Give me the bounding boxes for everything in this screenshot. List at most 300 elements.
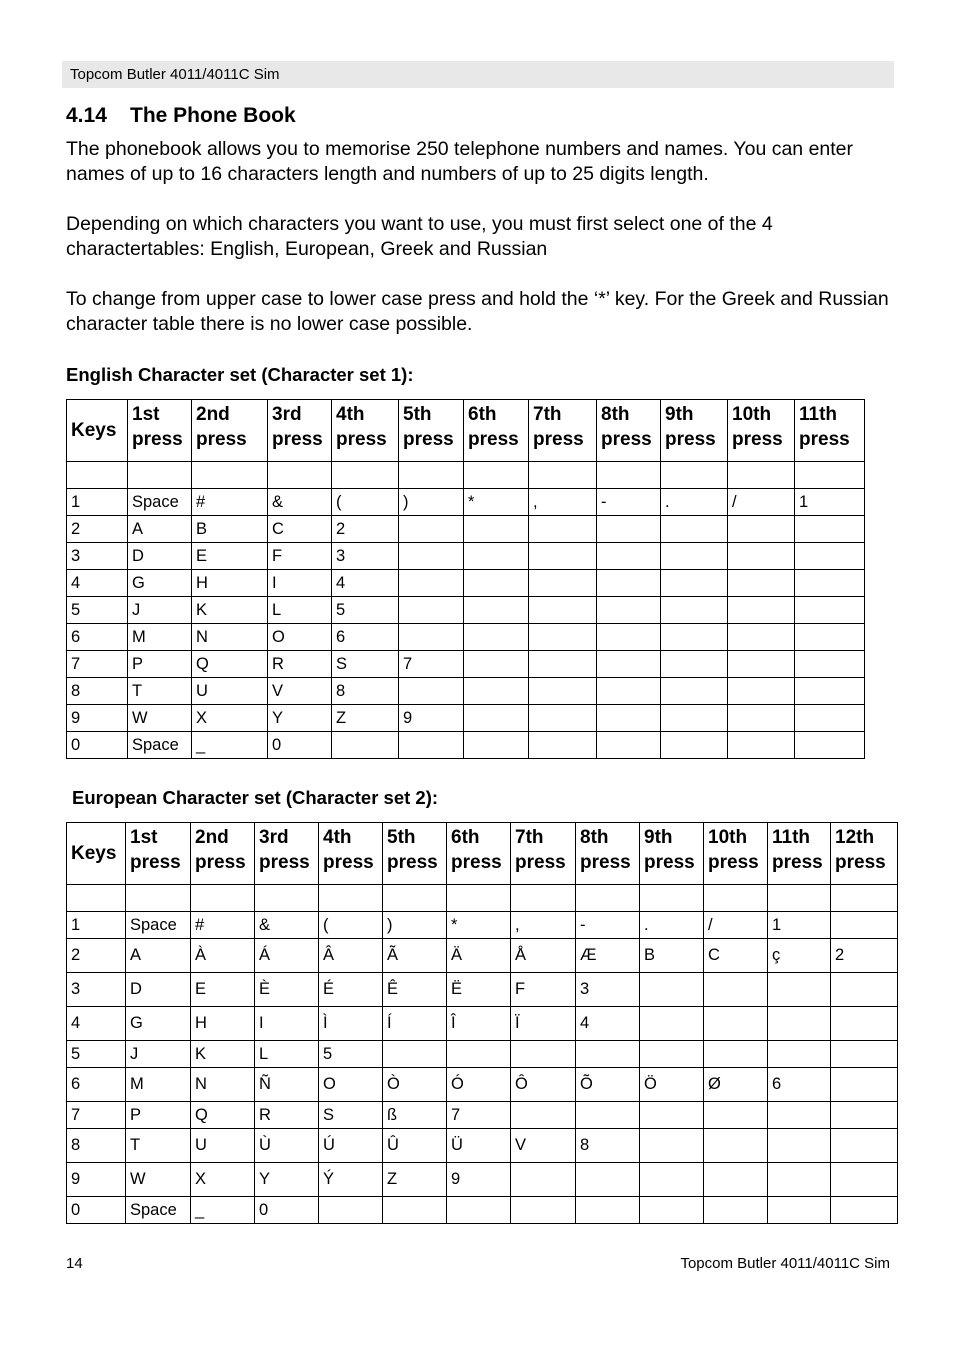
character-cell: 9 bbox=[399, 705, 464, 732]
character-cell bbox=[768, 1102, 831, 1129]
column-header: 1st press bbox=[128, 400, 192, 462]
character-cell: S bbox=[319, 1102, 383, 1129]
character-cell bbox=[831, 1197, 898, 1224]
column-header: 8th press bbox=[576, 823, 640, 885]
character-cell bbox=[704, 1197, 768, 1224]
character-cell bbox=[597, 705, 661, 732]
section-title: The Phone Book bbox=[130, 104, 296, 127]
key-cell: 1 bbox=[67, 489, 128, 516]
character-cell bbox=[597, 732, 661, 759]
character-cell bbox=[728, 516, 795, 543]
character-cell bbox=[529, 705, 597, 732]
character-cell: Ý bbox=[319, 1163, 383, 1197]
character-cell: _ bbox=[192, 732, 268, 759]
character-cell bbox=[704, 1007, 768, 1041]
key-cell: 9 bbox=[67, 705, 128, 732]
character-cell: Á bbox=[255, 939, 319, 973]
key-cell: 5 bbox=[67, 1041, 126, 1068]
character-cell bbox=[399, 516, 464, 543]
character-cell bbox=[511, 1163, 576, 1197]
character-cell bbox=[464, 678, 529, 705]
character-cell bbox=[795, 651, 865, 678]
character-cell bbox=[511, 1102, 576, 1129]
character-cell bbox=[399, 597, 464, 624]
character-cell bbox=[661, 678, 728, 705]
character-cell: _ bbox=[191, 1197, 255, 1224]
character-cell bbox=[661, 516, 728, 543]
table-row bbox=[67, 1007, 898, 1041]
column-header: 3rd press bbox=[268, 400, 332, 462]
character-cell bbox=[511, 1197, 576, 1224]
column-header: 6th press bbox=[447, 823, 511, 885]
character-cell bbox=[268, 462, 332, 489]
table-row bbox=[67, 1068, 898, 1102]
character-cell bbox=[831, 885, 898, 912]
character-cell bbox=[529, 624, 597, 651]
character-cell: 3 bbox=[576, 973, 640, 1007]
character-cell bbox=[597, 624, 661, 651]
key-cell: 8 bbox=[67, 678, 128, 705]
character-cell: J bbox=[128, 597, 192, 624]
character-cell: W bbox=[128, 705, 192, 732]
character-cell bbox=[529, 543, 597, 570]
character-cell bbox=[795, 462, 865, 489]
character-cell: Z bbox=[332, 705, 399, 732]
column-header: 10th press bbox=[728, 400, 795, 462]
character-cell: * bbox=[464, 489, 529, 516]
character-cell: T bbox=[128, 678, 192, 705]
character-cell: U bbox=[192, 678, 268, 705]
character-cell bbox=[768, 1163, 831, 1197]
character-cell: J bbox=[126, 1041, 191, 1068]
character-cell bbox=[795, 624, 865, 651]
character-cell bbox=[576, 1197, 640, 1224]
table-row bbox=[67, 516, 865, 543]
character-cell: ç bbox=[768, 939, 831, 973]
character-cell: , bbox=[529, 489, 597, 516]
character-cell bbox=[529, 516, 597, 543]
character-cell: C bbox=[704, 939, 768, 973]
character-cell: G bbox=[126, 1007, 191, 1041]
character-cell bbox=[529, 570, 597, 597]
table-row bbox=[67, 973, 898, 1007]
character-cell: 4 bbox=[576, 1007, 640, 1041]
key-cell: 0 bbox=[67, 1197, 126, 1224]
character-cell: # bbox=[191, 912, 255, 939]
character-cell bbox=[511, 1041, 576, 1068]
character-cell bbox=[529, 462, 597, 489]
character-cell: 5 bbox=[332, 597, 399, 624]
character-cell bbox=[661, 705, 728, 732]
character-cell: ( bbox=[332, 489, 399, 516]
character-cell: O bbox=[319, 1068, 383, 1102]
character-cell bbox=[332, 732, 399, 759]
table-row bbox=[67, 651, 865, 678]
character-cell bbox=[728, 732, 795, 759]
character-cell: B bbox=[192, 516, 268, 543]
column-header: 1st press bbox=[126, 823, 191, 885]
character-cell bbox=[529, 651, 597, 678]
column-header: 12th press bbox=[831, 823, 898, 885]
character-cell bbox=[768, 1041, 831, 1068]
key-cell: 2 bbox=[67, 939, 126, 973]
character-cell: H bbox=[192, 570, 268, 597]
character-cell bbox=[704, 1102, 768, 1129]
character-cell: A bbox=[128, 516, 192, 543]
key-cell: 4 bbox=[67, 570, 128, 597]
character-cell bbox=[529, 678, 597, 705]
character-cell bbox=[597, 678, 661, 705]
character-cell: Â bbox=[319, 939, 383, 973]
table-row bbox=[67, 732, 865, 759]
character-cell: Ú bbox=[319, 1129, 383, 1163]
character-cell: - bbox=[576, 912, 640, 939]
character-cell: 3 bbox=[332, 543, 399, 570]
character-cell: Ö bbox=[640, 1068, 704, 1102]
character-cell: Í bbox=[383, 1007, 447, 1041]
key-cell bbox=[67, 885, 126, 912]
character-cell bbox=[447, 885, 511, 912]
character-cell bbox=[383, 885, 447, 912]
table-row bbox=[67, 543, 865, 570]
character-cell: M bbox=[128, 624, 192, 651]
character-cell bbox=[399, 678, 464, 705]
character-cell: Ê bbox=[383, 973, 447, 1007]
character-cell: 0 bbox=[268, 732, 332, 759]
table-row bbox=[67, 462, 865, 489]
character-cell: / bbox=[704, 912, 768, 939]
character-cell: . bbox=[640, 912, 704, 939]
character-cell bbox=[597, 597, 661, 624]
character-cell bbox=[597, 516, 661, 543]
character-cell: G bbox=[128, 570, 192, 597]
character-cell bbox=[399, 624, 464, 651]
character-cell: Ò bbox=[383, 1068, 447, 1102]
key-cell: 6 bbox=[67, 1068, 126, 1102]
character-cell: Å bbox=[511, 939, 576, 973]
case-paragraph: To change from upper case to lower case press and hold the ‘*’ key. For the Greek and Russian character table there is no lower case possible. bbox=[66, 288, 889, 335]
page-number: 14 bbox=[66, 1255, 83, 1272]
character-cell: F bbox=[268, 543, 332, 570]
character-cell: 6 bbox=[768, 1068, 831, 1102]
character-cell: ß bbox=[383, 1102, 447, 1129]
table-row bbox=[67, 1102, 898, 1129]
character-cell: Ë bbox=[447, 973, 511, 1007]
character-cell: À bbox=[191, 939, 255, 973]
character-cell: # bbox=[192, 489, 268, 516]
character-cell bbox=[399, 462, 464, 489]
character-cell bbox=[464, 732, 529, 759]
character-cell bbox=[319, 885, 383, 912]
character-cell bbox=[191, 885, 255, 912]
table-row bbox=[67, 705, 865, 732]
character-cell: N bbox=[192, 624, 268, 651]
character-cell: S bbox=[332, 651, 399, 678]
character-cell bbox=[576, 1163, 640, 1197]
character-cell bbox=[661, 732, 728, 759]
header-title: Topcom Butler 4011/4011C Sim bbox=[70, 66, 280, 83]
character-cell bbox=[640, 973, 704, 1007]
character-cell: P bbox=[128, 651, 192, 678]
table-row bbox=[67, 1129, 898, 1163]
character-cell: ) bbox=[399, 489, 464, 516]
character-cell bbox=[831, 1163, 898, 1197]
character-cell: 4 bbox=[332, 570, 399, 597]
character-cell: Space bbox=[126, 1197, 191, 1224]
character-cell bbox=[511, 885, 576, 912]
character-cell: A bbox=[126, 939, 191, 973]
character-cell: L bbox=[268, 597, 332, 624]
character-cell bbox=[795, 678, 865, 705]
column-header: Keys bbox=[67, 400, 128, 462]
column-header: 7th press bbox=[529, 400, 597, 462]
character-cell bbox=[768, 1007, 831, 1041]
column-header: 5th press bbox=[399, 400, 464, 462]
character-cell bbox=[464, 516, 529, 543]
character-cell: W bbox=[126, 1163, 191, 1197]
character-cell bbox=[831, 1129, 898, 1163]
character-cell bbox=[768, 1197, 831, 1224]
character-cell: I bbox=[268, 570, 332, 597]
key-cell: 7 bbox=[67, 651, 128, 678]
character-cell: H bbox=[191, 1007, 255, 1041]
section-heading bbox=[66, 104, 296, 128]
character-cell bbox=[831, 1007, 898, 1041]
character-cell: R bbox=[268, 651, 332, 678]
character-cell: Î bbox=[447, 1007, 511, 1041]
table-row bbox=[67, 624, 865, 651]
character-cell: L bbox=[255, 1041, 319, 1068]
table-row bbox=[67, 939, 898, 973]
character-cell: Õ bbox=[576, 1068, 640, 1102]
character-cell bbox=[192, 462, 268, 489]
column-header: 10th press bbox=[704, 823, 768, 885]
character-cell bbox=[704, 973, 768, 1007]
character-cell bbox=[795, 597, 865, 624]
character-cell: F bbox=[511, 973, 576, 1007]
character-cell bbox=[728, 543, 795, 570]
table-row bbox=[67, 570, 865, 597]
character-cell bbox=[728, 570, 795, 597]
character-cell bbox=[831, 973, 898, 1007]
character-cell: 2 bbox=[831, 939, 898, 973]
key-cell: 8 bbox=[67, 1129, 126, 1163]
european-header-row bbox=[67, 823, 898, 885]
key-cell bbox=[67, 462, 128, 489]
character-cell bbox=[704, 1129, 768, 1163]
character-cell bbox=[795, 516, 865, 543]
key-cell: 3 bbox=[67, 543, 128, 570]
character-cell: K bbox=[191, 1041, 255, 1068]
table-row bbox=[67, 1163, 898, 1197]
column-header: 2nd press bbox=[192, 400, 268, 462]
key-cell: 1 bbox=[67, 912, 126, 939]
character-cell: K bbox=[192, 597, 268, 624]
character-cell bbox=[728, 678, 795, 705]
character-cell bbox=[728, 624, 795, 651]
character-cell: Q bbox=[191, 1102, 255, 1129]
character-cell: T bbox=[126, 1129, 191, 1163]
character-cell: / bbox=[728, 489, 795, 516]
character-cell: Æ bbox=[576, 939, 640, 973]
character-cell bbox=[332, 462, 399, 489]
character-cell bbox=[795, 705, 865, 732]
character-cell bbox=[640, 1041, 704, 1068]
character-cell bbox=[661, 570, 728, 597]
character-cell: Ù bbox=[255, 1129, 319, 1163]
column-header: 2nd press bbox=[191, 823, 255, 885]
character-cell: B bbox=[640, 939, 704, 973]
character-cell bbox=[597, 570, 661, 597]
character-cell: M bbox=[126, 1068, 191, 1102]
character-cell bbox=[831, 912, 898, 939]
character-cell bbox=[795, 570, 865, 597]
character-cell bbox=[768, 1129, 831, 1163]
character-cell bbox=[640, 1007, 704, 1041]
character-cell: 1 bbox=[768, 912, 831, 939]
character-cell bbox=[661, 624, 728, 651]
footer-title: Topcom Butler 4011/4011C Sim bbox=[680, 1255, 890, 1272]
character-cell bbox=[576, 1102, 640, 1129]
character-cell bbox=[464, 651, 529, 678]
key-cell: 6 bbox=[67, 624, 128, 651]
character-cell: Ø bbox=[704, 1068, 768, 1102]
column-header: 4th press bbox=[332, 400, 399, 462]
character-cell: 0 bbox=[255, 1197, 319, 1224]
character-cell bbox=[529, 597, 597, 624]
character-cell: Ï bbox=[511, 1007, 576, 1041]
character-cell: O bbox=[268, 624, 332, 651]
key-cell: 2 bbox=[67, 516, 128, 543]
english-header-row bbox=[67, 400, 865, 462]
character-cell bbox=[529, 732, 597, 759]
character-cell: 2 bbox=[332, 516, 399, 543]
character-cell: Space bbox=[128, 489, 192, 516]
character-cell bbox=[597, 543, 661, 570]
character-cell bbox=[464, 705, 529, 732]
character-cell bbox=[728, 705, 795, 732]
character-cell bbox=[128, 462, 192, 489]
page-header bbox=[62, 61, 894, 88]
character-cell: Ô bbox=[511, 1068, 576, 1102]
column-header: 11th press bbox=[795, 400, 865, 462]
character-cell: 1 bbox=[795, 489, 865, 516]
character-cell: & bbox=[255, 912, 319, 939]
character-cell bbox=[640, 1102, 704, 1129]
character-cell bbox=[126, 885, 191, 912]
charset-paragraph: Depending on which characters you want to use, you must first select one of the 4 charactertables: English, European, Greek and Russian bbox=[66, 213, 773, 260]
character-cell bbox=[576, 885, 640, 912]
column-header: 7th press bbox=[511, 823, 576, 885]
character-cell: D bbox=[126, 973, 191, 1007]
character-cell: Z bbox=[383, 1163, 447, 1197]
character-cell: P bbox=[126, 1102, 191, 1129]
character-cell: ) bbox=[383, 912, 447, 939]
intro-paragraph: The phonebook allows you to memorise 250 telephone numbers and names. You can enter names of up to 16 characters length and numbers of up to 25 digits length. bbox=[66, 138, 854, 185]
character-cell bbox=[704, 1041, 768, 1068]
character-cell: ( bbox=[319, 912, 383, 939]
character-cell bbox=[831, 1041, 898, 1068]
character-cell: Ã bbox=[383, 939, 447, 973]
character-cell: X bbox=[191, 1163, 255, 1197]
character-cell bbox=[597, 651, 661, 678]
table-row bbox=[67, 912, 898, 939]
character-cell: N bbox=[191, 1068, 255, 1102]
character-cell bbox=[464, 597, 529, 624]
character-cell: , bbox=[511, 912, 576, 939]
character-cell: Ä bbox=[447, 939, 511, 973]
character-cell bbox=[447, 1041, 511, 1068]
character-cell bbox=[640, 1129, 704, 1163]
character-cell bbox=[464, 624, 529, 651]
character-cell: 8 bbox=[332, 678, 399, 705]
character-cell: R bbox=[255, 1102, 319, 1129]
character-cell bbox=[831, 1068, 898, 1102]
character-cell: V bbox=[511, 1129, 576, 1163]
character-cell bbox=[255, 885, 319, 912]
character-cell bbox=[795, 543, 865, 570]
character-cell: Ó bbox=[447, 1068, 511, 1102]
character-cell bbox=[597, 462, 661, 489]
key-cell: 9 bbox=[67, 1163, 126, 1197]
table-row bbox=[67, 597, 865, 624]
character-cell: C bbox=[268, 516, 332, 543]
character-cell bbox=[661, 597, 728, 624]
character-cell: Ñ bbox=[255, 1068, 319, 1102]
character-cell: Y bbox=[255, 1163, 319, 1197]
column-header: 11th press bbox=[768, 823, 831, 885]
character-cell bbox=[661, 543, 728, 570]
character-cell: * bbox=[447, 912, 511, 939]
character-cell: 8 bbox=[576, 1129, 640, 1163]
key-cell: 5 bbox=[67, 597, 128, 624]
character-cell bbox=[640, 1163, 704, 1197]
character-cell bbox=[464, 462, 529, 489]
column-header: 4th press bbox=[319, 823, 383, 885]
character-cell: V bbox=[268, 678, 332, 705]
character-cell bbox=[464, 543, 529, 570]
character-cell bbox=[704, 885, 768, 912]
character-cell bbox=[383, 1041, 447, 1068]
key-cell: 0 bbox=[67, 732, 128, 759]
key-cell: 7 bbox=[67, 1102, 126, 1129]
english-character-table bbox=[66, 399, 865, 759]
character-cell bbox=[728, 651, 795, 678]
character-cell: E bbox=[192, 543, 268, 570]
character-cell bbox=[319, 1197, 383, 1224]
character-cell: Space bbox=[128, 732, 192, 759]
character-cell bbox=[704, 1163, 768, 1197]
key-cell: 3 bbox=[67, 973, 126, 1007]
character-cell bbox=[399, 570, 464, 597]
column-header: 9th press bbox=[640, 823, 704, 885]
column-header: 9th press bbox=[661, 400, 728, 462]
character-cell: 7 bbox=[447, 1102, 511, 1129]
character-cell: 7 bbox=[399, 651, 464, 678]
character-cell: I bbox=[255, 1007, 319, 1041]
character-cell: Y bbox=[268, 705, 332, 732]
character-cell bbox=[399, 543, 464, 570]
character-cell bbox=[661, 651, 728, 678]
character-cell bbox=[464, 570, 529, 597]
character-cell: X bbox=[192, 705, 268, 732]
character-cell bbox=[661, 462, 728, 489]
key-cell: 4 bbox=[67, 1007, 126, 1041]
character-cell bbox=[576, 1041, 640, 1068]
character-cell bbox=[768, 885, 831, 912]
character-cell bbox=[768, 973, 831, 1007]
character-cell: E bbox=[191, 973, 255, 1007]
